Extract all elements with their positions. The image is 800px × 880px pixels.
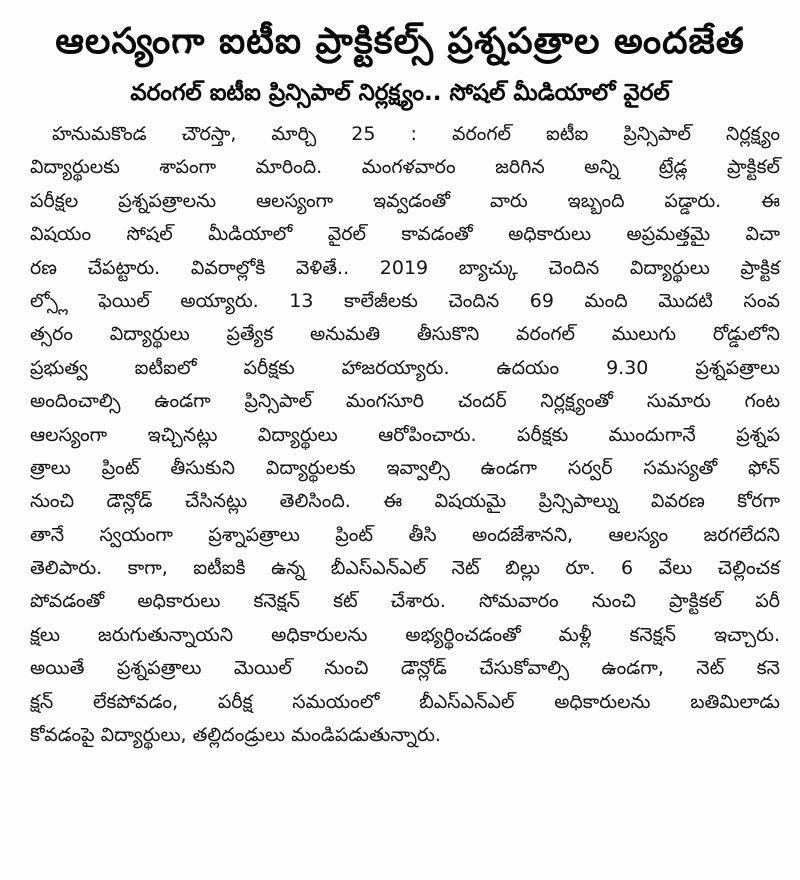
- article-line: పోవడంతో అధికారులు కనెక్షన్ కట్ చేశారు. సోమవారం నుంచి ప్రాక్టికల్ పరీ: [30, 590, 780, 613]
- article-line: అందించాల్సి ఉండగా ప్రిన్సిపాల్ మంగసూరి చందర్ నిర్లక్ష్యంతో సుమారు గంట: [30, 390, 780, 413]
- article-line: పరీక్షల ప్రశ్నపత్రాలను ఆలస్యంగా ఇవ్వడంతో వారు ఇబ్బంది పడ్డారు. ఈ: [30, 189, 780, 212]
- article-line: విద్యార్థులకు శాపంగా మారింది. మంగళవారం జరిగిన అన్ని ట్రేడ్ల ప్రాక్టికల్: [30, 156, 780, 179]
- article-line: ప్రభుత్వ ఐటీఐలో పరీక్షకు హాజరయ్యారు. ఉదయం 9.30 ప్రశ్నపత్రాలు: [30, 356, 780, 379]
- article-line: విషయం సోషల్ మీడియాలో వైరల్ కావడంతో అధికారులు అప్రమత్తమై విచా: [30, 223, 780, 246]
- article-headline: ఆలస్యంగా ఐటీఐ ప్రాక్టికల్స్ ప్రశ్నపత్రాల అందజేత: [55, 21, 745, 62]
- article-line: తానే స్వయంగా ప్రశ్నాపత్రాలు ప్రింట్ తీసి అందజేశానని, ఆలస్యం జరగలేదని: [30, 523, 780, 546]
- article-line: తెలిపారు. కాగా, ఐటీఐకి ఉన్న బీఎస్ఎన్ఎల్ నెట్ బిల్లు రూ. 6 వేలు చెల్లించక: [30, 557, 780, 580]
- article-line: క్షలు జరుగుతున్నాయని అధికారులను అభ్యర్థించడంతో మళ్లీ కనెక్షన్ ఇచ్చారు.: [30, 623, 780, 646]
- article-line: హనుమకొండ చౌరస్తా, మార్చి 25 : వరంగల్ ఐటీఐ ప్రిన్సిపాల్ నిర్లక్ష్యం: [52, 123, 780, 145]
- article-line: రణ చేపట్టారు. వివరాల్లోకి వెళితే.. 2019 బ్యాచ్కు చెందిన విద్యార్థులు ప్రాక్టిక: [30, 256, 780, 279]
- article-line: కోవడంపై విద్యార్థులు, తల్లిదండ్రులు మండిపడుతున్నారు.: [30, 724, 441, 747]
- article-subheadline: వరంగల్ ఐటీఐ ప్రిన్సిపాల్ నిర్లక్ష్యం.. సోషల్ మీడియాలో వైరల్: [130, 80, 670, 106]
- article-line: నుంచి డౌన్లోడ్ చేసినట్లు తెలిసింది. ఈ విషయమై ప్రిన్సిపాల్ను వివరణ కోరగా: [30, 490, 780, 513]
- article-line: ల్స్లో ఫెయిల్ అయ్యారు. 13 కాలేజీలకు చెందిన 69 మంది మొదటి సంవ: [30, 289, 780, 312]
- article-line: క్షన్ లేకపోవడం, పరీక్ష సమయంలో బీఎస్ఎన్ఎల్ అధికారులను బతిమిలాడు: [30, 690, 780, 713]
- article-line: అయితే ప్రశ్నపత్రాలు మెయిల్ నుంచి డౌన్లోడ్ చేసుకోవాల్సి ఉండగా, నెట్ కనె: [30, 657, 780, 680]
- article-line: ఆలస్యంగా ఇచ్చినట్లు విద్యార్థులు ఆరోపించారు. పరీక్షకు ముందుగానే ప్రశ్నప: [30, 423, 780, 446]
- article-body: [0, 118, 800, 752]
- article-line: త్సరం విద్యార్థులు ప్రత్యేక అనుమతి తీసుకొని వరంగల్ ములుగు రోడ్డులోని: [30, 323, 780, 346]
- article-line: త్రాలు ప్రింట్ తీసుకుని విద్యార్థులకు ఇవ్వాల్సి ఉండగా సర్వర్ సమస్యతో ఫోన్: [30, 456, 780, 479]
